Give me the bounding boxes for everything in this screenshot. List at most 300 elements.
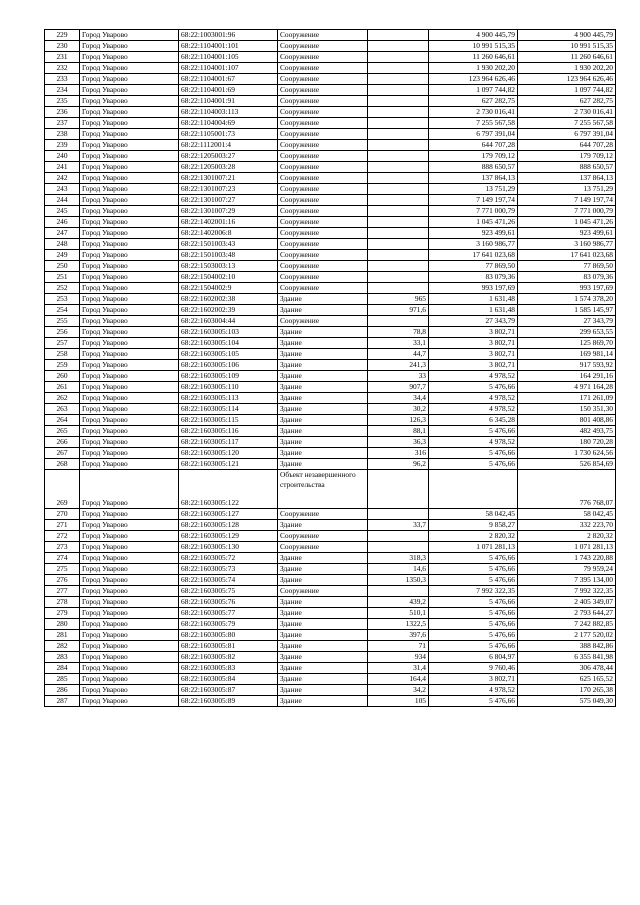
municipality-cell: Город Уварово bbox=[80, 426, 179, 437]
unit-value-cell: 5 476,66 bbox=[429, 553, 518, 564]
area-cell bbox=[368, 217, 429, 228]
municipality-cell: Город Уварово bbox=[80, 509, 179, 520]
row-number: 245 bbox=[45, 206, 80, 217]
cadastral-value-cell: 917 593,92 bbox=[518, 360, 616, 371]
cadastral-value-cell: 2 730 016,41 bbox=[518, 107, 616, 118]
cadastral-number-cell: 68:22:1104001:69 bbox=[179, 85, 278, 96]
unit-value-cell: 923 499,61 bbox=[429, 228, 518, 239]
area-cell bbox=[368, 195, 429, 206]
cadastral-value-cell: 123 964 626,46 bbox=[518, 74, 616, 85]
cadastral-number-cell: 68:22:1603005:105 bbox=[179, 349, 278, 360]
municipality-cell: Город Уварово bbox=[80, 542, 179, 553]
table-row bbox=[45, 586, 616, 597]
cadastral-value-cell: 1 097 744,82 bbox=[518, 85, 616, 96]
area-cell bbox=[368, 272, 429, 283]
unit-value-cell: 179 709,12 bbox=[429, 151, 518, 162]
municipality-cell: Город Уварово bbox=[80, 437, 179, 448]
area-cell: 971,6 bbox=[368, 305, 429, 316]
unit-value-cell: 3 802,71 bbox=[429, 327, 518, 338]
object-type-cell: Здание bbox=[278, 575, 368, 586]
table-row bbox=[45, 151, 616, 162]
area-cell: 96,2 bbox=[368, 459, 429, 470]
object-type-cell: Здание bbox=[278, 426, 368, 437]
unit-value-cell: 4 978,52 bbox=[429, 393, 518, 404]
area-cell: 1322,5 bbox=[368, 619, 429, 630]
area-cell: 907,7 bbox=[368, 382, 429, 393]
document-page bbox=[44, 29, 615, 707]
municipality-cell: Город Уварово bbox=[80, 415, 179, 426]
unit-value-cell: 1 071 281,13 bbox=[429, 542, 518, 553]
municipality-cell: Город Уварово bbox=[80, 459, 179, 470]
cadastral-number-cell: 68:22:1603005:122 bbox=[179, 470, 278, 509]
cadastral-number-cell: 68:22:1603005:84 bbox=[179, 674, 278, 685]
object-type-cell: Сооружение bbox=[278, 52, 368, 63]
cadastral-number-cell: 68:22:1503003:13 bbox=[179, 261, 278, 272]
area-cell bbox=[368, 30, 429, 41]
municipality-cell: Город Уварово bbox=[80, 63, 179, 74]
cadastral-value-cell: 27 343,79 bbox=[518, 316, 616, 327]
unit-value-cell: 5 476,66 bbox=[429, 630, 518, 641]
area-cell: 439,2 bbox=[368, 597, 429, 608]
area-cell: 510,1 bbox=[368, 608, 429, 619]
cadastral-number-cell: 68:22:1603005:121 bbox=[179, 459, 278, 470]
municipality-cell: Город Уварово bbox=[80, 685, 179, 696]
object-type-cell: Здание bbox=[278, 294, 368, 305]
table-row bbox=[45, 459, 616, 470]
table-row bbox=[45, 239, 616, 250]
area-cell: 36,3 bbox=[368, 437, 429, 448]
unit-value-cell: 3 802,71 bbox=[429, 674, 518, 685]
table-row bbox=[45, 250, 616, 261]
object-type-cell: Сооружение bbox=[278, 151, 368, 162]
object-type-cell: Сооружение bbox=[278, 195, 368, 206]
row-number: 256 bbox=[45, 327, 80, 338]
cadastral-value-cell: 3 160 986,77 bbox=[518, 239, 616, 250]
cadastral-value-cell: 1 585 145,97 bbox=[518, 305, 616, 316]
cadastral-value-cell: 179 709,12 bbox=[518, 151, 616, 162]
cadastral-value-cell: 7 255 567,58 bbox=[518, 118, 616, 129]
object-type-cell: Здание bbox=[278, 652, 368, 663]
object-type-cell: Сооружение bbox=[278, 509, 368, 520]
cadastral-number-cell: 68:22:1003001:96 bbox=[179, 30, 278, 41]
municipality-cell: Город Уварово bbox=[80, 338, 179, 349]
area-cell: 164,4 bbox=[368, 674, 429, 685]
object-type-cell: Здание bbox=[278, 553, 368, 564]
unit-value-cell: 2 820,32 bbox=[429, 531, 518, 542]
row-number: 232 bbox=[45, 63, 80, 74]
row-number: 270 bbox=[45, 509, 80, 520]
municipality-cell: Город Уварово bbox=[80, 118, 179, 129]
municipality-cell: Город Уварово bbox=[80, 349, 179, 360]
object-type-cell: Здание bbox=[278, 663, 368, 674]
row-number: 257 bbox=[45, 338, 80, 349]
object-type-cell: Здание bbox=[278, 360, 368, 371]
row-number: 263 bbox=[45, 404, 80, 415]
municipality-cell: Город Уварово bbox=[80, 96, 179, 107]
row-number: 265 bbox=[45, 426, 80, 437]
cadastral-number-cell: 68:22:1603005:110 bbox=[179, 382, 278, 393]
cadastral-value-cell: 79 959,24 bbox=[518, 564, 616, 575]
unit-value-cell: 644 707,28 bbox=[429, 140, 518, 151]
cadastral-value-table bbox=[44, 29, 616, 707]
row-number: 276 bbox=[45, 575, 80, 586]
unit-value-cell: 6 345,28 bbox=[429, 415, 518, 426]
row-number: 239 bbox=[45, 140, 80, 151]
row-number: 267 bbox=[45, 448, 80, 459]
row-number: 235 bbox=[45, 96, 80, 107]
row-number: 244 bbox=[45, 195, 80, 206]
unit-value-cell: 11 260 646,61 bbox=[429, 52, 518, 63]
cadastral-number-cell: 68:22:1104001:67 bbox=[179, 74, 278, 85]
cadastral-number-cell: 68:22:1603005:76 bbox=[179, 597, 278, 608]
object-type-cell: Сооружение bbox=[278, 272, 368, 283]
row-number: 261 bbox=[45, 382, 80, 393]
area-cell: 33,1 bbox=[368, 338, 429, 349]
object-type-cell: Сооружение bbox=[278, 140, 368, 151]
unit-value-cell: 9 760,46 bbox=[429, 663, 518, 674]
object-type-cell: Здание bbox=[278, 393, 368, 404]
area-cell bbox=[368, 129, 429, 140]
area-cell: 30,2 bbox=[368, 404, 429, 415]
row-number: 231 bbox=[45, 52, 80, 63]
municipality-cell: Город Уварово bbox=[80, 575, 179, 586]
row-number: 253 bbox=[45, 294, 80, 305]
area-cell: 241,3 bbox=[368, 360, 429, 371]
area-cell bbox=[368, 85, 429, 96]
cadastral-value-cell: 58 042,45 bbox=[518, 509, 616, 520]
unit-value-cell: 1 045 471,26 bbox=[429, 217, 518, 228]
row-number: 247 bbox=[45, 228, 80, 239]
table-row bbox=[45, 520, 616, 531]
unit-value-cell: 7 992 322,35 bbox=[429, 586, 518, 597]
cadastral-number-cell: 68:22:1205003:28 bbox=[179, 162, 278, 173]
unit-value-cell: 7 149 197,74 bbox=[429, 195, 518, 206]
cadastral-number-cell: 68:22:1104001:105 bbox=[179, 52, 278, 63]
row-number: 282 bbox=[45, 641, 80, 652]
cadastral-value-cell: 1 045 471,26 bbox=[518, 217, 616, 228]
municipality-cell: Город Уварово bbox=[80, 173, 179, 184]
cadastral-number-cell: 68:22:1603005:113 bbox=[179, 393, 278, 404]
area-cell bbox=[368, 52, 429, 63]
cadastral-value-cell: 150 351,30 bbox=[518, 404, 616, 415]
row-number: 260 bbox=[45, 371, 80, 382]
area-cell: 965 bbox=[368, 294, 429, 305]
area-cell: 14,6 bbox=[368, 564, 429, 575]
municipality-cell: Город Уварово bbox=[80, 228, 179, 239]
area-cell bbox=[368, 173, 429, 184]
row-number: 280 bbox=[45, 619, 80, 630]
unit-value-cell bbox=[429, 470, 518, 509]
row-number: 254 bbox=[45, 305, 80, 316]
object-type-cell: Здание bbox=[278, 630, 368, 641]
unit-value-cell: 6 797 391,04 bbox=[429, 129, 518, 140]
table-row bbox=[45, 294, 616, 305]
municipality-cell: Город Уварово bbox=[80, 294, 179, 305]
area-cell bbox=[368, 316, 429, 327]
row-number: 252 bbox=[45, 283, 80, 294]
unit-value-cell: 3 802,71 bbox=[429, 338, 518, 349]
table-row bbox=[45, 107, 616, 118]
table-row bbox=[45, 564, 616, 575]
table-row bbox=[45, 371, 616, 382]
municipality-cell: Город Уварово bbox=[80, 531, 179, 542]
unit-value-cell: 5 476,66 bbox=[429, 641, 518, 652]
area-cell bbox=[368, 531, 429, 542]
municipality-cell: Город Уварово bbox=[80, 674, 179, 685]
cadastral-value-cell: 171 261,09 bbox=[518, 393, 616, 404]
object-type-cell: Сооружение bbox=[278, 41, 368, 52]
unit-value-cell: 3 160 986,77 bbox=[429, 239, 518, 250]
unit-value-cell: 9 858,27 bbox=[429, 520, 518, 531]
cadastral-value-cell: 627 282,75 bbox=[518, 96, 616, 107]
cadastral-value-cell: 526 854,69 bbox=[518, 459, 616, 470]
cadastral-number-cell: 68:22:1603005:81 bbox=[179, 641, 278, 652]
table-row bbox=[45, 448, 616, 459]
cadastral-value-cell: 2 177 520,02 bbox=[518, 630, 616, 641]
object-type-cell: Здание bbox=[278, 459, 368, 470]
table-row bbox=[45, 641, 616, 652]
municipality-cell: Город Уварово bbox=[80, 239, 179, 250]
table-row bbox=[45, 542, 616, 553]
cadastral-number-cell: 68:22:1603005:120 bbox=[179, 448, 278, 459]
cadastral-value-cell: 482 493,75 bbox=[518, 426, 616, 437]
object-type-cell: Сооружение bbox=[278, 74, 368, 85]
object-type-cell: Здание bbox=[278, 349, 368, 360]
table-row bbox=[45, 206, 616, 217]
row-number: 281 bbox=[45, 630, 80, 641]
object-type-cell: Здание bbox=[278, 437, 368, 448]
unit-value-cell: 5 476,66 bbox=[429, 564, 518, 575]
unit-value-cell: 4 978,52 bbox=[429, 685, 518, 696]
cadastral-value-cell: 13 751,29 bbox=[518, 184, 616, 195]
unit-value-cell: 888 650,57 bbox=[429, 162, 518, 173]
cadastral-number-cell: 68:22:1104001:91 bbox=[179, 96, 278, 107]
cadastral-value-cell: 10 991 515,35 bbox=[518, 41, 616, 52]
area-cell: 34,2 bbox=[368, 685, 429, 696]
unit-value-cell: 3 802,71 bbox=[429, 360, 518, 371]
cadastral-number-cell: 68:22:1301007:27 bbox=[179, 195, 278, 206]
cadastral-value-cell: 4 971 164,28 bbox=[518, 382, 616, 393]
unit-value-cell: 17 641 023,68 bbox=[429, 250, 518, 261]
municipality-cell: Город Уварово bbox=[80, 448, 179, 459]
cadastral-value-cell: 7 992 322,35 bbox=[518, 586, 616, 597]
cadastral-value-cell: 2 820,32 bbox=[518, 531, 616, 542]
cadastral-value-cell: 1 574 378,20 bbox=[518, 294, 616, 305]
table-row bbox=[45, 195, 616, 206]
row-number: 238 bbox=[45, 129, 80, 140]
municipality-cell: Город Уварово bbox=[80, 140, 179, 151]
object-type-cell: Здание bbox=[278, 382, 368, 393]
table-row bbox=[45, 96, 616, 107]
object-type-cell: Здание bbox=[278, 674, 368, 685]
area-cell bbox=[368, 239, 429, 250]
area-cell bbox=[368, 74, 429, 85]
unit-value-cell: 993 197,69 bbox=[429, 283, 518, 294]
cadastral-number-cell: 68:22:1603005:79 bbox=[179, 619, 278, 630]
table-row bbox=[45, 437, 616, 448]
area-cell: 78,8 bbox=[368, 327, 429, 338]
table-row bbox=[45, 74, 616, 85]
cadastral-value-cell: 7 771 000,79 bbox=[518, 206, 616, 217]
municipality-cell: Город Уварово bbox=[80, 52, 179, 63]
table-row bbox=[45, 30, 616, 41]
municipality-cell: Город Уварово bbox=[80, 85, 179, 96]
object-type-cell: Сооружение bbox=[278, 85, 368, 96]
row-number: 236 bbox=[45, 107, 80, 118]
municipality-cell: Город Уварово bbox=[80, 206, 179, 217]
unit-value-cell: 10 991 515,35 bbox=[429, 41, 518, 52]
object-type-cell: Сооружение bbox=[278, 96, 368, 107]
area-cell: 397,6 bbox=[368, 630, 429, 641]
unit-value-cell: 4 978,52 bbox=[429, 437, 518, 448]
cadastral-number-cell: 68:22:1301007:21 bbox=[179, 173, 278, 184]
municipality-cell: Город Уварово bbox=[80, 283, 179, 294]
cadastral-number-cell: 68:22:1603005:82 bbox=[179, 652, 278, 663]
municipality-cell: Город Уварово bbox=[80, 393, 179, 404]
row-number: 262 bbox=[45, 393, 80, 404]
area-cell bbox=[368, 184, 429, 195]
cadastral-number-cell: 68:22:1301007:23 bbox=[179, 184, 278, 195]
object-type-cell: Сооружение bbox=[278, 586, 368, 597]
municipality-cell: Город Уварово bbox=[80, 470, 179, 509]
row-number: 269 bbox=[45, 470, 80, 509]
area-cell: 934 bbox=[368, 652, 429, 663]
cadastral-number-cell: 68:22:1603005:72 bbox=[179, 553, 278, 564]
cadastral-value-cell: 888 650,57 bbox=[518, 162, 616, 173]
row-number: 250 bbox=[45, 261, 80, 272]
table-row bbox=[45, 184, 616, 195]
row-number: 272 bbox=[45, 531, 80, 542]
unit-value-cell: 4 900 445,79 bbox=[429, 30, 518, 41]
municipality-cell: Город Уварово bbox=[80, 129, 179, 140]
table-row bbox=[45, 415, 616, 426]
municipality-cell: Город Уварово bbox=[80, 217, 179, 228]
unit-value-cell: 27 343,79 bbox=[429, 316, 518, 327]
municipality-cell: Город Уварово bbox=[80, 586, 179, 597]
row-number: 248 bbox=[45, 239, 80, 250]
area-cell bbox=[368, 107, 429, 118]
municipality-cell: Город Уварово bbox=[80, 608, 179, 619]
object-type-cell: Сооружение bbox=[278, 107, 368, 118]
row-number: 266 bbox=[45, 437, 80, 448]
row-number: 258 bbox=[45, 349, 80, 360]
cadastral-number-cell: 68:22:1104003:113 bbox=[179, 107, 278, 118]
table-row bbox=[45, 217, 616, 228]
municipality-cell: Город Уварово bbox=[80, 305, 179, 316]
row-number: 278 bbox=[45, 597, 80, 608]
cadastral-number-cell: 68:22:1603005:74 bbox=[179, 575, 278, 586]
table-row bbox=[45, 393, 616, 404]
unit-value-cell: 1 930 202,20 bbox=[429, 63, 518, 74]
cadastral-number-cell: 68:22:1603005:127 bbox=[179, 509, 278, 520]
table-row bbox=[45, 404, 616, 415]
municipality-cell: Город Уварово bbox=[80, 641, 179, 652]
municipality-cell: Город Уварово bbox=[80, 30, 179, 41]
cadastral-value-cell: 6 355 841,98 bbox=[518, 652, 616, 663]
cadastral-number-cell: 68:22:1104004:69 bbox=[179, 118, 278, 129]
table-row bbox=[45, 608, 616, 619]
area-cell bbox=[368, 41, 429, 52]
object-type-cell: Здание bbox=[278, 520, 368, 531]
cadastral-number-cell: 68:22:1402006:8 bbox=[179, 228, 278, 239]
municipality-cell: Город Уварово bbox=[80, 184, 179, 195]
cadastral-number-cell: 68:22:1603005:103 bbox=[179, 327, 278, 338]
row-number: 286 bbox=[45, 685, 80, 696]
table-row bbox=[45, 652, 616, 663]
object-type-cell: Здание bbox=[278, 641, 368, 652]
cadastral-number-cell: 68:22:1603005:117 bbox=[179, 437, 278, 448]
cadastral-number-cell: 68:22:1105001:73 bbox=[179, 129, 278, 140]
cadastral-number-cell: 68:22:1602002:38 bbox=[179, 294, 278, 305]
table-row bbox=[45, 85, 616, 96]
unit-value-cell: 4 978,52 bbox=[429, 371, 518, 382]
unit-value-cell: 137 864,13 bbox=[429, 173, 518, 184]
table-row bbox=[45, 272, 616, 283]
table-row bbox=[45, 619, 616, 630]
municipality-cell: Город Уварово bbox=[80, 553, 179, 564]
table-row bbox=[45, 531, 616, 542]
table-row bbox=[45, 597, 616, 608]
municipality-cell: Город Уварово bbox=[80, 360, 179, 371]
unit-value-cell: 5 476,66 bbox=[429, 426, 518, 437]
table-row bbox=[45, 327, 616, 338]
object-type-cell: Сооружение bbox=[278, 250, 368, 261]
municipality-cell: Город Уварово bbox=[80, 250, 179, 261]
object-type-cell: Сооружение bbox=[278, 239, 368, 250]
object-type-cell: Сооружение bbox=[278, 283, 368, 294]
area-cell bbox=[368, 261, 429, 272]
object-type-cell: Объект незавершенного строительства bbox=[278, 470, 368, 509]
table-row bbox=[45, 41, 616, 52]
object-type-cell: Сооружение bbox=[278, 162, 368, 173]
table-row bbox=[45, 553, 616, 564]
municipality-cell: Город Уварово bbox=[80, 327, 179, 338]
area-cell: 1350,3 bbox=[368, 575, 429, 586]
cadastral-value-cell: 137 864,13 bbox=[518, 173, 616, 184]
area-cell: 31,4 bbox=[368, 663, 429, 674]
area-cell: 88,1 bbox=[368, 426, 429, 437]
municipality-cell: Город Уварово bbox=[80, 597, 179, 608]
cadastral-value-cell: 801 408,86 bbox=[518, 415, 616, 426]
area-cell bbox=[368, 63, 429, 74]
cadastral-value-cell: 77 869,50 bbox=[518, 261, 616, 272]
cadastral-value-cell: 2 405 349,07 bbox=[518, 597, 616, 608]
area-cell: 105 bbox=[368, 696, 429, 707]
table-row bbox=[45, 316, 616, 327]
row-number: 274 bbox=[45, 553, 80, 564]
cadastral-value-cell: 6 797 391,04 bbox=[518, 129, 616, 140]
row-number: 249 bbox=[45, 250, 80, 261]
area-cell bbox=[368, 140, 429, 151]
object-type-cell: Сооружение bbox=[278, 63, 368, 74]
cadastral-value-cell: 299 653,55 bbox=[518, 327, 616, 338]
municipality-cell: Город Уварово bbox=[80, 261, 179, 272]
cadastral-value-cell: 306 478,44 bbox=[518, 663, 616, 674]
cadastral-value-cell: 170 265,38 bbox=[518, 685, 616, 696]
area-cell: 126,3 bbox=[368, 415, 429, 426]
cadastral-number-cell: 68:22:1402001:16 bbox=[179, 217, 278, 228]
object-type-cell: Здание bbox=[278, 608, 368, 619]
area-cell bbox=[368, 542, 429, 553]
area-cell: 316 bbox=[368, 448, 429, 459]
table-row bbox=[45, 674, 616, 685]
table-row bbox=[45, 118, 616, 129]
cadastral-value-cell: 169 981,14 bbox=[518, 349, 616, 360]
cadastral-number-cell: 68:22:1603005:129 bbox=[179, 531, 278, 542]
unit-value-cell: 5 476,66 bbox=[429, 597, 518, 608]
row-number: 240 bbox=[45, 151, 80, 162]
unit-value-cell: 4 978,52 bbox=[429, 404, 518, 415]
